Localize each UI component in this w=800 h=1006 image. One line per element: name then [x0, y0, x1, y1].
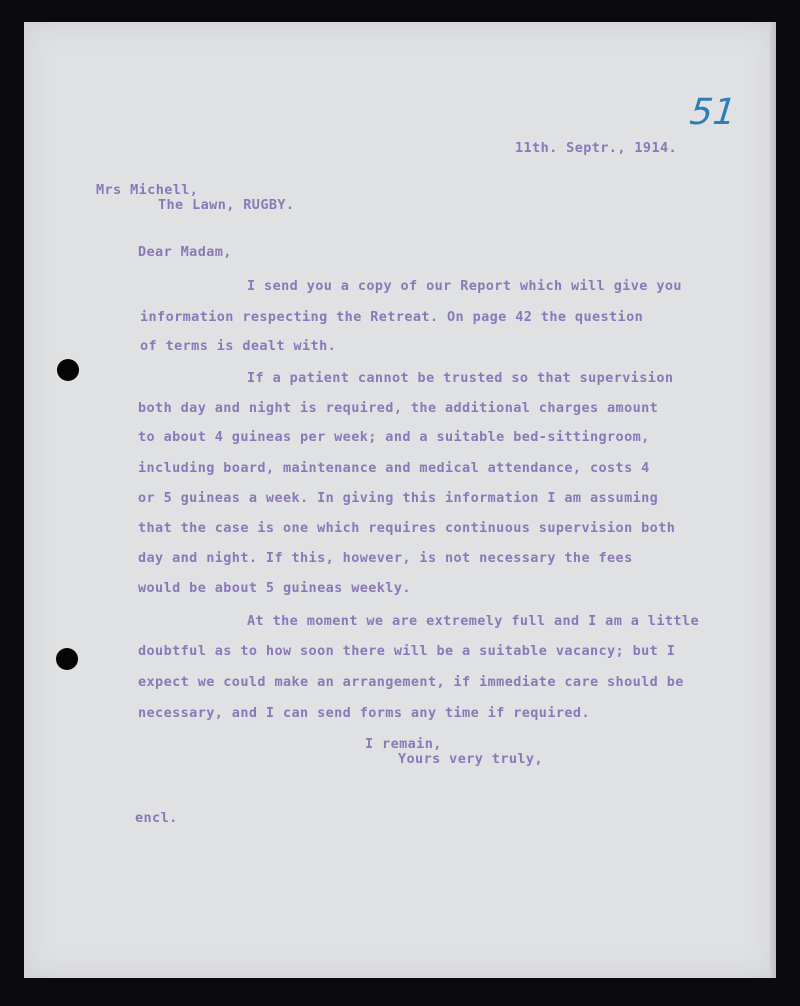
body-line: that the case is one which requires continuous supervision both — [138, 520, 676, 536]
recipient-name: Mrs Michell, — [96, 182, 199, 198]
body-line: both day and night is required, the additional charges amount — [138, 400, 659, 416]
punch-hole-top — [57, 359, 79, 381]
salutation: Dear Madam, — [138, 244, 232, 260]
paper-edge — [770, 22, 776, 978]
body-line: information respecting the Retreat. On page 42 the question — [140, 309, 644, 325]
body-line: including board, maintenance and medical attendance, costs 4 — [138, 460, 650, 476]
closing-line: Yours very truly, — [398, 751, 543, 767]
recipient-address: The Lawn, RUGBY. — [158, 197, 295, 213]
body-line: At the moment we are extremely full and I am a little — [247, 613, 699, 629]
body-line: If a patient cannot be trusted so that supervision — [247, 370, 674, 386]
letter-date: 11th. Septr., 1914. — [515, 140, 678, 156]
body-line: day and night. If this, however, is not necessary the fees — [138, 550, 633, 566]
body-line: or 5 guineas a week. In giving this information I am assuming — [138, 490, 659, 506]
body-line: of terms is dealt with. — [140, 338, 337, 354]
body-line: doubtful as to how soon there will be a suitable vacancy; but I — [138, 643, 676, 659]
punch-hole-bottom — [56, 648, 78, 670]
body-line: necessary, and I can send forms any time if required. — [138, 705, 590, 721]
folio-number: 51 — [687, 92, 738, 133]
body-line: to about 4 guineas per week; and a suitable bed-sittingroom, — [138, 429, 650, 445]
enclosure-note: encl. — [135, 810, 178, 826]
closing-line: I remain, — [365, 736, 442, 752]
body-line: expect we could make an arrangement, if immediate care should be — [138, 674, 684, 690]
body-line: I send you a copy of our Report which will give you — [247, 278, 682, 294]
body-line: would be about 5 guineas weekly. — [138, 580, 411, 596]
